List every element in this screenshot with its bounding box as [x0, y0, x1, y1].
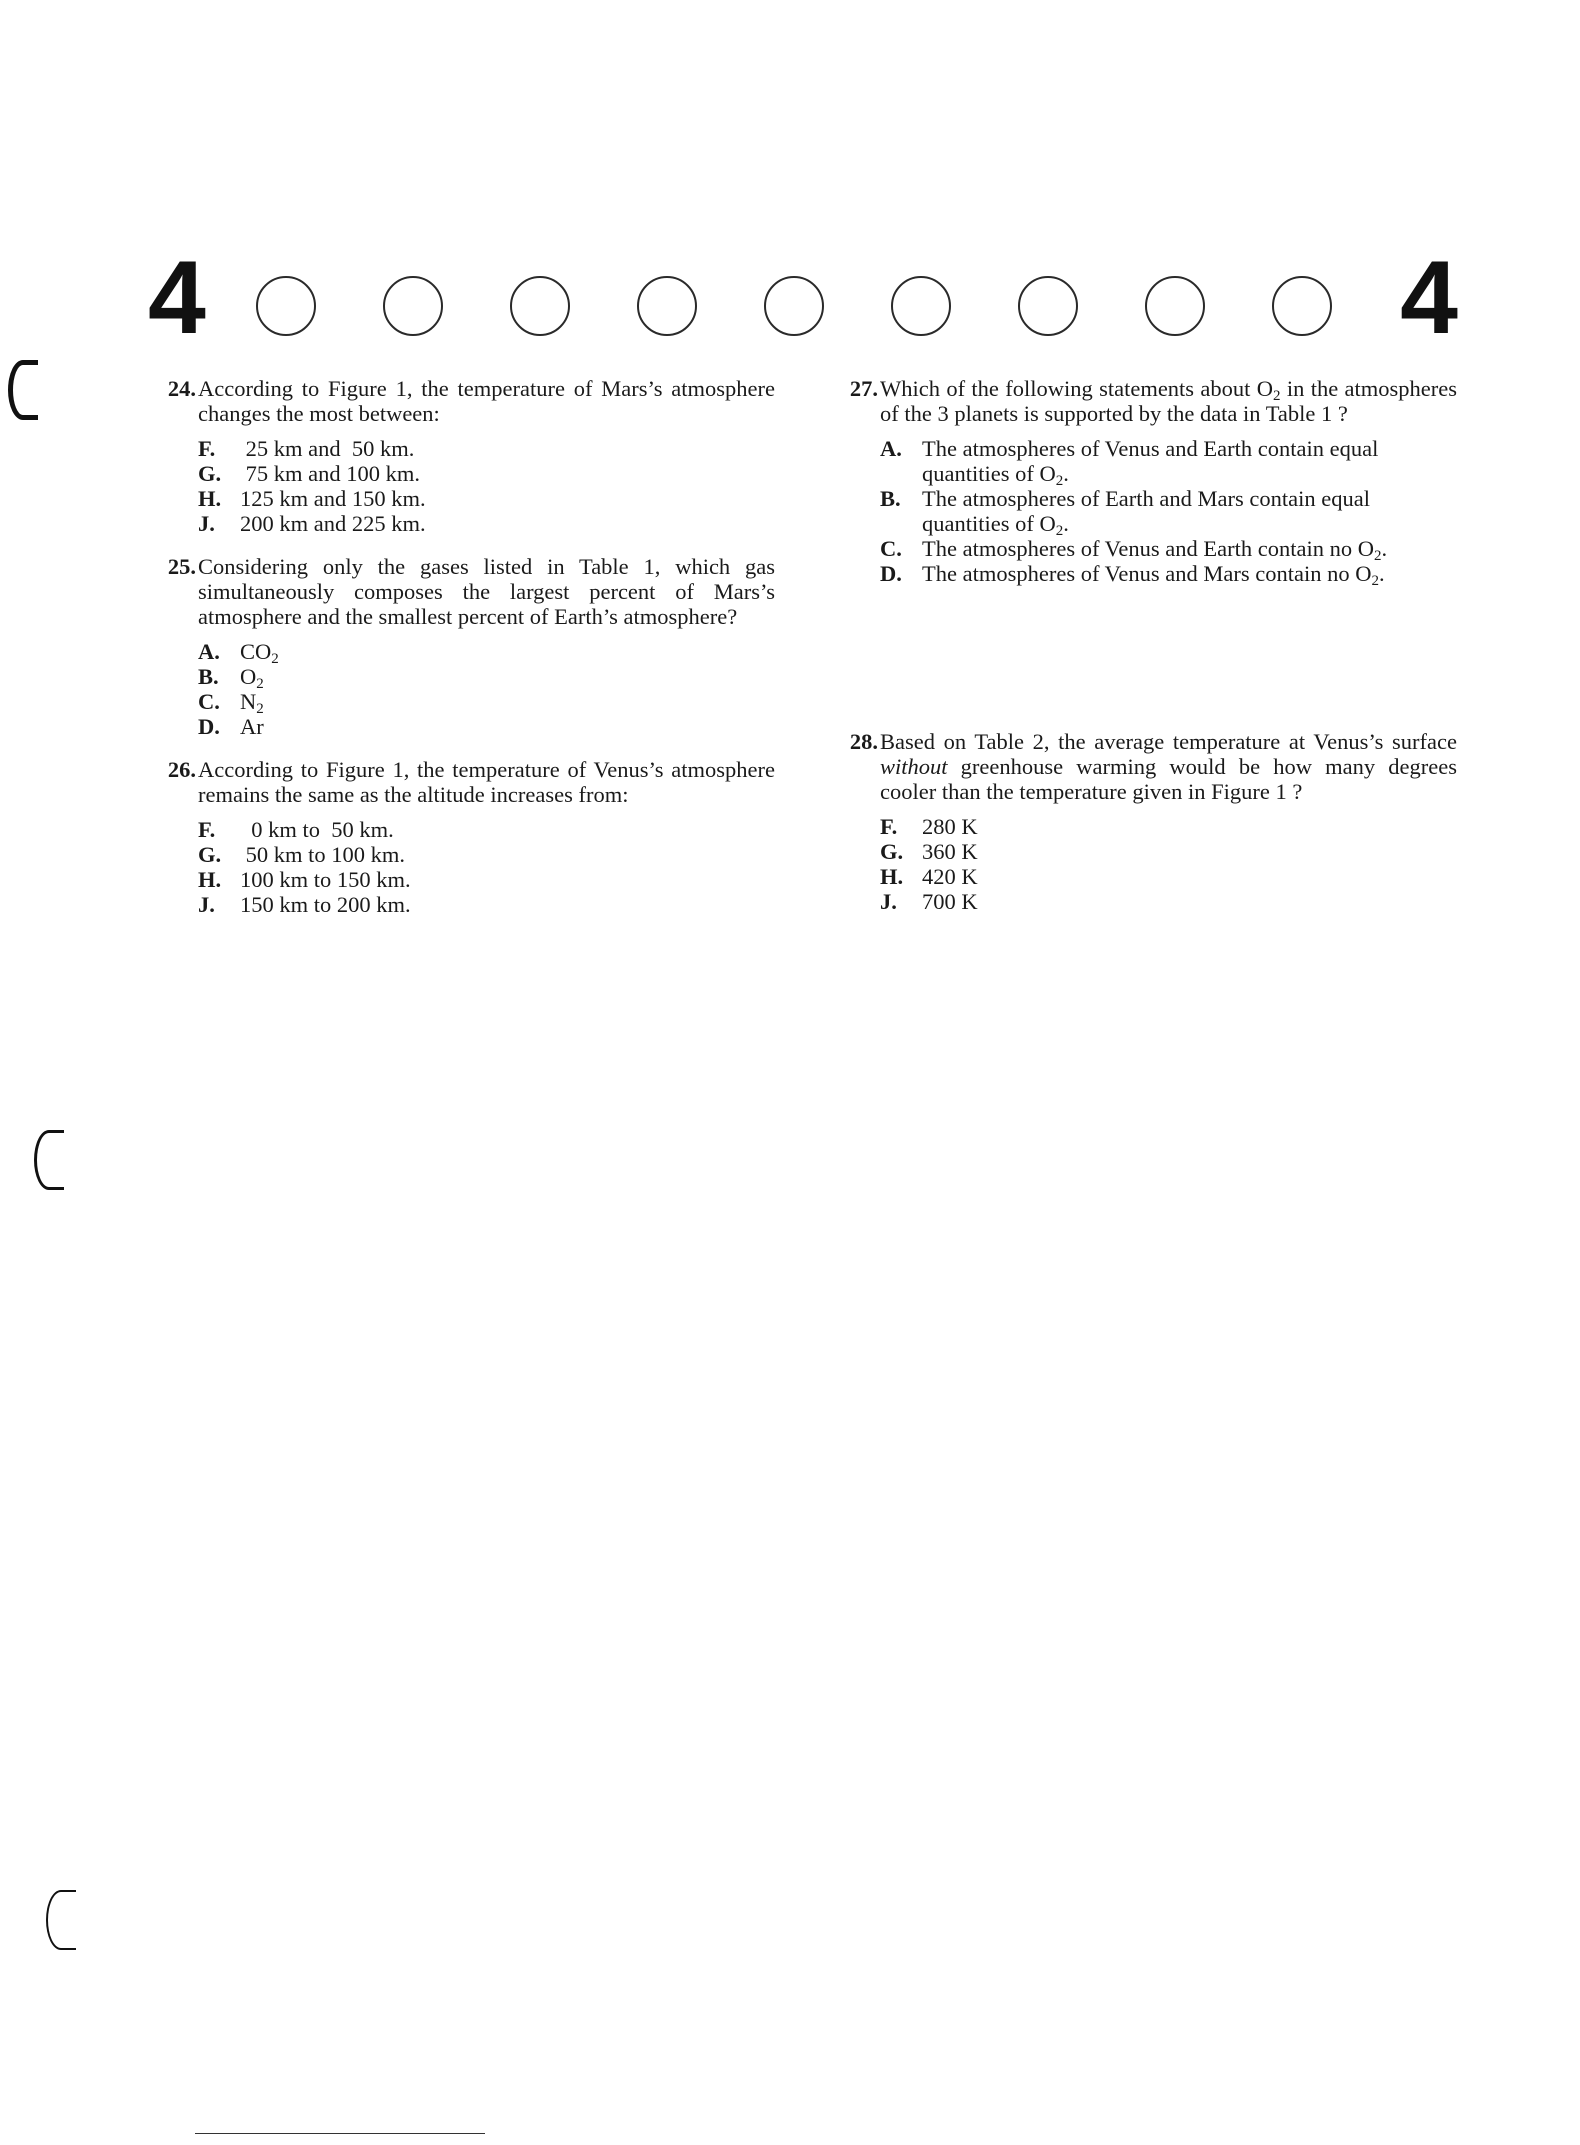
option-text: 360 K	[922, 839, 978, 864]
section-number-right: 4	[1400, 240, 1458, 356]
question-number: 27.	[849, 376, 878, 401]
answer-option-c[interactable]	[198, 689, 775, 717]
option-text: 0 km to 50 km.	[240, 817, 394, 842]
binder-hole-mark-middle	[34, 1130, 64, 1190]
answer-option-h[interactable]	[880, 864, 1457, 889]
question-number: 25.	[167, 554, 196, 579]
question-24	[150, 376, 775, 536]
option-letter: G.	[198, 842, 222, 867]
option-text: $CO_2$	[240, 639, 279, 667]
header-circle	[383, 276, 443, 336]
section-number-left: 4	[148, 240, 206, 356]
section-header	[148, 240, 1458, 358]
option-text: 50 km to 100 km.	[240, 842, 406, 867]
header-circle	[1145, 276, 1205, 336]
answer-option-c[interactable]	[880, 536, 1457, 564]
answer-options	[198, 436, 775, 536]
question-27	[832, 376, 1457, 589]
option-text: The atmospheres of Venus and Mars contain no $O_2$.	[922, 561, 1385, 589]
question-number: 26.	[167, 757, 196, 782]
option-text: $N_2$	[240, 689, 264, 717]
option-letter: A.	[880, 436, 902, 461]
option-text: 420 K	[922, 864, 978, 889]
binder-hole-mark-bottom	[46, 1890, 76, 1950]
answer-option-f[interactable]	[880, 814, 1457, 839]
option-letter: J.	[880, 889, 897, 914]
option-text: 700 K	[922, 889, 978, 914]
option-letter: F.	[880, 814, 898, 839]
option-letter: G.	[198, 461, 222, 486]
option-text: 150 km to 200 km.	[240, 892, 411, 917]
answer-option-a[interactable]	[198, 639, 775, 667]
option-letter: C.	[880, 536, 902, 561]
answer-option-d[interactable]	[880, 561, 1457, 589]
answer-option-d[interactable]	[198, 714, 775, 739]
question-25	[150, 554, 775, 739]
answer-option-b[interactable]	[880, 486, 1457, 539]
binder-hole-mark-top	[8, 360, 38, 420]
footer-rule	[195, 2133, 485, 2134]
answer-option-g[interactable]	[880, 839, 1457, 864]
header-circle	[1272, 276, 1332, 336]
option-text: 200 km and 225 km.	[240, 511, 426, 536]
option-letter: F.	[198, 436, 216, 461]
option-letter: H.	[198, 867, 222, 892]
option-text: The atmospheres of Venus and Earth contain no $O_2$.	[922, 536, 1388, 564]
answer-option-j[interactable]	[880, 889, 1457, 914]
option-letter: B.	[198, 664, 219, 689]
option-letter: H.	[880, 864, 904, 889]
header-circle	[891, 276, 951, 336]
header-circle	[1018, 276, 1078, 336]
question-28	[832, 729, 1457, 914]
header-circle-row	[256, 276, 1376, 346]
column-spacer	[832, 604, 1457, 729]
option-letter: J.	[198, 892, 215, 917]
option-letter: J.	[198, 511, 215, 536]
option-letter: F.	[198, 817, 216, 842]
answer-options	[880, 814, 1457, 914]
option-letter: A.	[198, 639, 220, 664]
answer-options	[198, 639, 775, 739]
left-column	[150, 376, 775, 935]
right-column	[832, 376, 1457, 932]
question-stem: According to Figure 1, the temperature of Mars’s atmosphere changes the most between:	[198, 376, 775, 426]
option-text: 280 K	[922, 814, 978, 839]
answer-option-h[interactable]	[198, 486, 775, 511]
option-text: The atmospheres of Earth and Mars contain equal quantities of $O_2$.	[922, 486, 1370, 539]
answer-option-j[interactable]	[198, 892, 775, 917]
option-text: 125 km and 150 km.	[240, 486, 426, 511]
answer-option-j[interactable]	[198, 511, 775, 536]
option-text: 25 km and 50 km.	[240, 436, 415, 461]
header-circle	[637, 276, 697, 336]
answer-options	[198, 817, 775, 917]
question-stem: According to Figure 1, the temperature of Venus’s atmosphere remains the same as the altitude increases from:	[198, 757, 775, 807]
option-letter: D.	[880, 561, 902, 586]
question-number: 24.	[167, 376, 196, 401]
question-26	[150, 757, 775, 917]
answer-option-f[interactable]	[198, 436, 775, 461]
header-circle	[510, 276, 570, 336]
answer-option-f[interactable]	[198, 817, 775, 842]
option-text: $O_2$	[240, 664, 264, 692]
answer-option-h[interactable]	[198, 867, 775, 892]
option-letter: D.	[198, 714, 220, 739]
option-letter: C.	[198, 689, 220, 714]
answer-option-g[interactable]	[198, 842, 775, 867]
option-text: 100 km to 150 km.	[240, 867, 411, 892]
answer-option-b[interactable]	[198, 664, 775, 692]
question-stem: Considering only the gases listed in Table 1, which gas simultaneously composes the largest percent of Mars’s atmosphere and the smallest percent of Earth’s atmosphere?	[198, 554, 775, 629]
question-number: 28.	[849, 729, 878, 754]
answer-options	[880, 436, 1457, 589]
answer-option-a[interactable]	[880, 436, 1457, 489]
answer-option-g[interactable]	[198, 461, 775, 486]
option-letter: B.	[880, 486, 901, 511]
question-stem: Based on Table 2, the average temperature at Venus’s surface without greenhouse warming would be how many degrees cooler than the temperature given in Figure 1 ?	[880, 729, 1457, 804]
option-letter: H.	[198, 486, 222, 511]
option-letter: G.	[880, 839, 904, 864]
header-circle	[256, 276, 316, 336]
option-text: The atmospheres of Venus and Earth contain equal quantities of $O_2$.	[922, 436, 1379, 489]
option-text: 75 km and 100 km.	[240, 461, 420, 486]
question-stem: Which of the following statements about $O_2$ in the atmospheres of the 3 planets is supported by the data in Table 1 ?	[880, 376, 1457, 426]
header-circle	[764, 276, 824, 336]
option-text: Ar	[240, 714, 264, 739]
